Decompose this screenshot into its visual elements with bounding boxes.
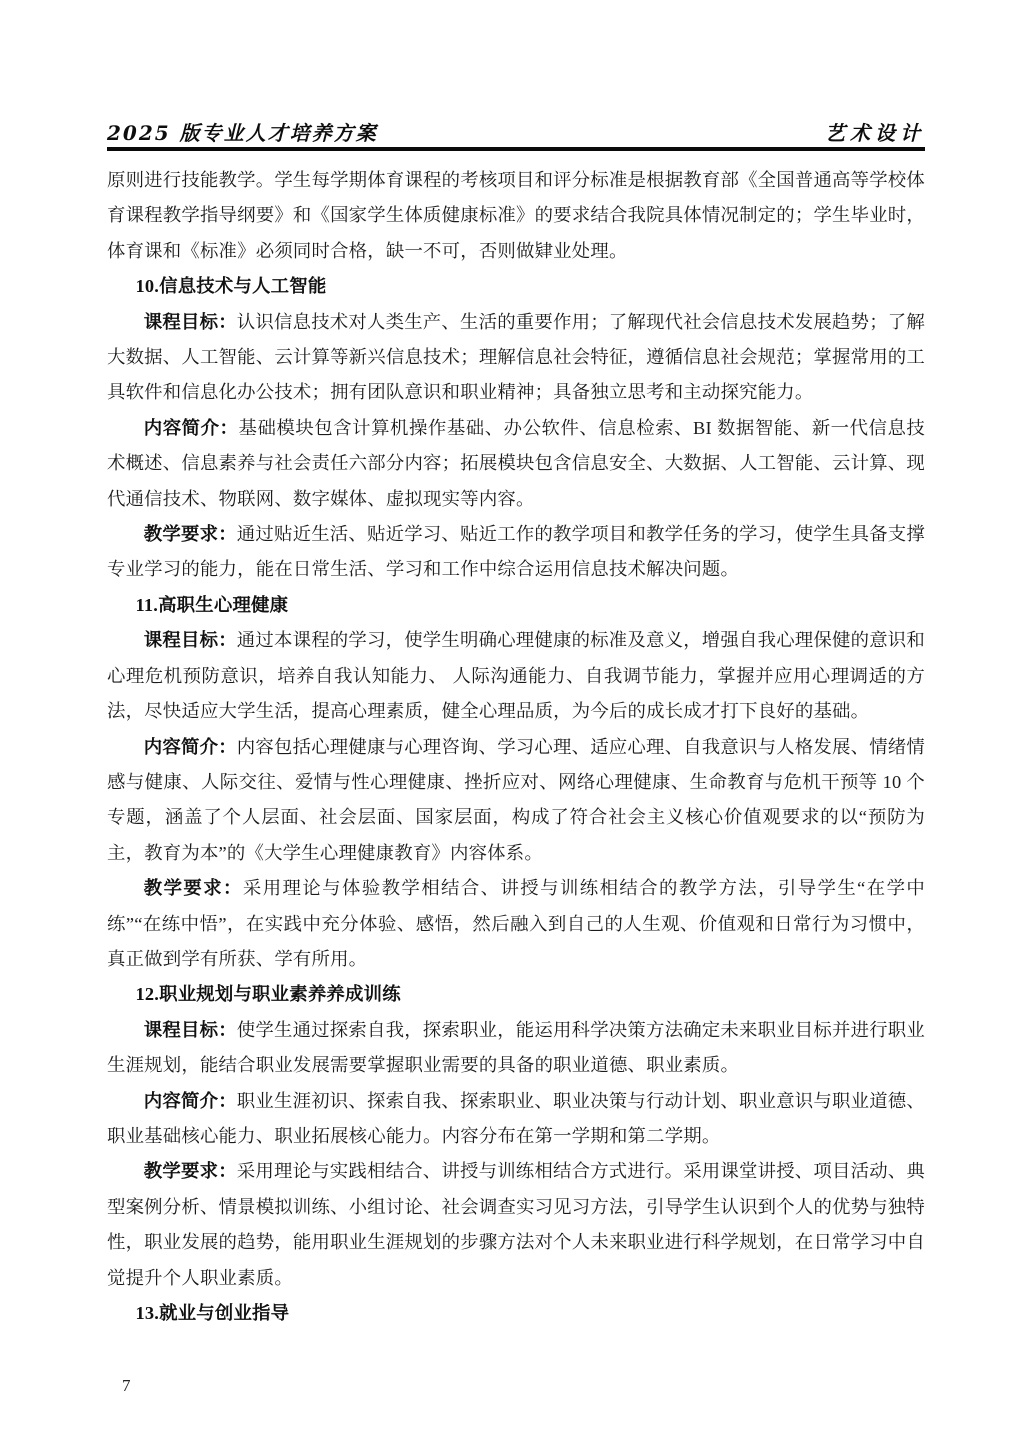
page-number: 7 (122, 1376, 131, 1395)
paragraph-course-goal (107, 305, 925, 411)
paragraph-content-intro (107, 411, 925, 517)
paragraph-teaching-req (107, 1154, 925, 1296)
section-heading-10 (107, 269, 925, 304)
paragraph-text: 使学生通过探索自我，探索职业，能运用科学决策方法确定未来职业目标并进行职业生涯规划，能结合职业发展需要掌握职业需要的具备的职业道德、职业素质。 (107, 1019, 925, 1076)
section-heading-11 (107, 588, 925, 623)
heading-text: 10.信息技术与人工智能 (135, 276, 327, 297)
heading-text: 11.高职生心理健康 (135, 594, 289, 615)
paragraph-text: 通过贴近生活、贴近学习、贴近工作的教学项目和教学任务的学习，使学生具备支撑专业学习的能力，能在日常生活、学习和工作中综合运用信息技术解决问题。 (107, 524, 925, 580)
paragraph-label: 课程目标： (143, 311, 237, 332)
paragraph-text: 职业生涯初识、探索自我、探索职业、职业决策与行动计划、职业意识与职业道德、职业基础核心能力、职业拓展核心能力。内容分布在第一学期和第二学期。 (107, 1090, 925, 1146)
header-double-rule (107, 147, 925, 151)
paragraph-content-intro (107, 730, 925, 872)
page-header (107, 112, 925, 146)
document-body (107, 163, 925, 1331)
header-left-title: 2025 版专业人才培养方案 (107, 121, 378, 145)
paragraph-continuation (107, 163, 925, 269)
paragraph-label: 内容简介： (143, 736, 237, 757)
heading-text: 12.职业规划与职业素养养成训练 (135, 984, 401, 1005)
paragraph-teaching-req (107, 517, 925, 588)
paragraph-text: 原则进行技能教学。学生每学期体育课程的考核项目和评分标准是根据教育部《全国普通高等学校体育课程教学指导纲要》和《国家学生体质健康标准》的要求结合我院具体情况制定的；学生毕业时，体育课和《标准》必须同时合格，缺一不可，否则做肄业处理。 (107, 170, 925, 261)
header-right-title: 艺术设计 (825, 121, 925, 145)
paragraph-text: 采用理论与实践相结合、讲授与训练相结合方式进行。采用课堂讲授、项目活动、典型案例分析、情景模拟训练、小组讨论、社会调查实习见习方法，引导学生认识到个人的优势与独特性，职业发展的趋势，能用职业生涯规划的步骤方法对个人未来职业进行科学规划，在日常学习中自觉提升个人职业素质。 (107, 1161, 925, 1288)
paragraph-label: 课程目标： (143, 630, 237, 651)
paragraph-label: 教学要求： (143, 1161, 237, 1182)
paragraph-content-intro (107, 1084, 925, 1155)
section-heading-12 (107, 977, 925, 1012)
paragraph-label: 教学要求： (143, 878, 243, 899)
section-heading-13 (107, 1296, 925, 1331)
paragraph-label: 课程目标： (143, 1019, 237, 1040)
paragraph-label: 内容简介： (143, 417, 239, 438)
paragraph-course-goal (107, 623, 925, 729)
paragraph-teaching-req (107, 871, 925, 977)
paragraph-text: 通过本课程的学习，使学生明确心理健康的标准及意义，增强自我心理保健的意识和心理危机预防意识，培养自我认知能力、 人际沟通能力、自我调节能力，掌握并应用心理调适的方法，尽快适应大学生活，提高心理素质，健全心理品质，为今后的成长成才打下良好的基础。 (107, 630, 925, 722)
paragraph-text: 基础模块包含计算机操作基础、办公软件、信息检索、BI 数据智能、新一代信息技术概述、信息素养与社会责任六部分内容；拓展模块包含信息安全、大数据、人工智能、云计算、现代通信技术、物联网、数字媒体、虚拟现实等内容。 (107, 417, 925, 509)
heading-text: 13.就业与创业指导 (135, 1303, 290, 1323)
paragraph-text: 认识信息技术对人类生产、生活的重要作用；了解现代社会信息技术发展趋势；了解大数据、人工智能、云计算等新兴信息技术；理解信息社会特征，遵循信息社会规范；掌握常用的工具软件和信息化办公技术；拥有团队意识和职业精神；具备独立思考和主动探究能力。 (107, 311, 925, 403)
paragraph-text: 采用理论与体验教学相结合、讲授与训练相结合的教学方法，引导学生“在学中练”“在练中悟”，在实践中充分体验、感悟，然后融入到自己的人生观、价值观和日常行为习惯中，真正做到学有所获、学有所用。 (107, 878, 925, 969)
paragraph-label: 内容简介： (143, 1090, 237, 1111)
paragraph-label: 教学要求： (143, 524, 237, 545)
paragraph-text: 内容包括心理健康与心理咨询、学习心理、适应心理、自我意识与人格发展、情绪情感与健康、人际交往、爱情与性心理健康、挫折应对、网络心理健康、生命教育与危机干预等 10 个专题，涵盖了个人层面、社会层面、国家层面，构成了符合社会主义核心价值观要求的以“预防为主，教育为本”的《大学生心理健康教育》内容体系。 (107, 736, 925, 863)
paragraph-course-goal (107, 1013, 925, 1084)
